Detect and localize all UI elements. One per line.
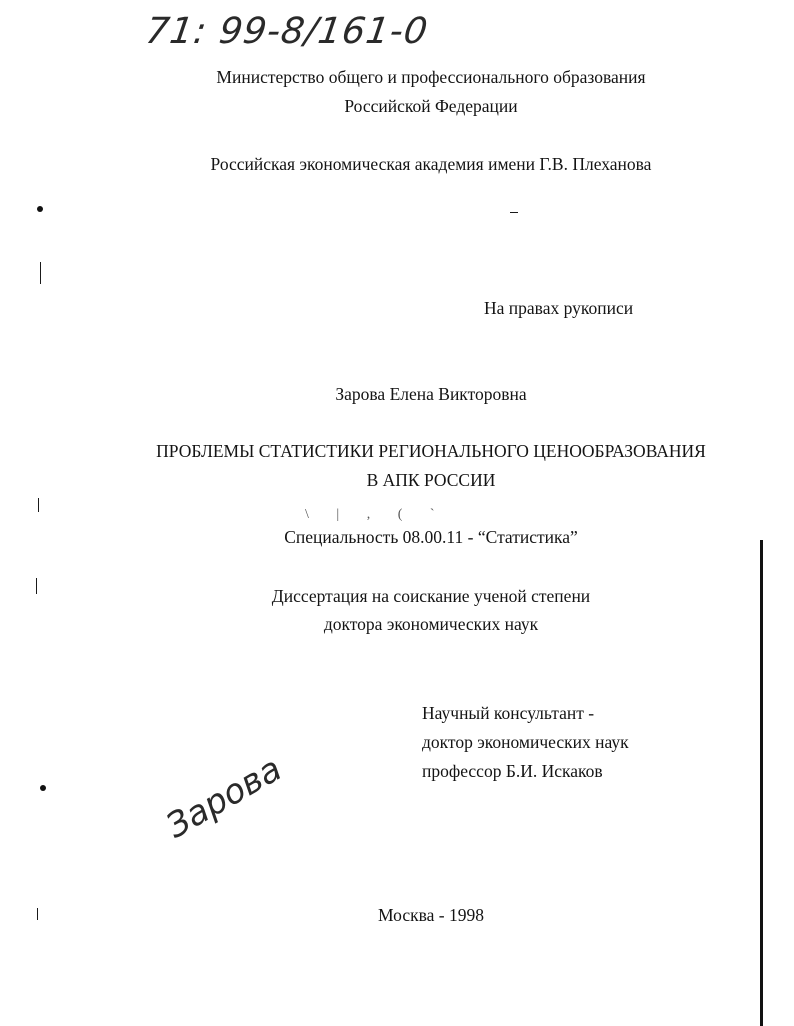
consultant-line-3: профессор Б.И. Искаков: [422, 761, 603, 781]
ministry-line-1: Министерство общего и профессионального образования: [216, 67, 646, 87]
specialty: Специальность 08.00.11 - “Статистика”: [284, 527, 578, 547]
scan-dot-mark: [37, 206, 43, 212]
dissertation-title-line-2: В АПК РОССИИ: [366, 470, 496, 490]
consultant-line-1: Научный консультант -: [422, 703, 595, 723]
scan-edge-mark: [36, 578, 37, 594]
dissertation-title-line-1: ПРОБЛЕМЫ СТАТИСТИКИ РЕГИОНАЛЬНОГО ЦЕНООБРАЗОВАНИЯ: [156, 441, 706, 461]
archive-number-handwritten: 71: 99-8/161-0: [143, 11, 431, 52]
scan-right-edge-line: [760, 540, 763, 1026]
author-name: Зарова Елена Викторовна: [335, 384, 527, 404]
ministry-line-2: Российской Федерации: [344, 96, 518, 116]
consultant-line-2: доктор экономических наук: [422, 732, 629, 752]
scan-dash-mark: [510, 212, 518, 213]
scan-edge-mark: [37, 908, 38, 920]
scan-edge-mark: [38, 498, 39, 512]
handwritten-signature: Зарова: [159, 749, 289, 847]
scan-edge-mark: [40, 262, 41, 284]
scan-dot-mark: [40, 785, 46, 791]
manuscript-rights: На правах рукописи: [484, 298, 634, 318]
academy-name: Российская экономическая академия имени Г.В. Плеханова: [210, 154, 652, 174]
degree-line-2: доктора экономических наук: [323, 614, 539, 634]
city-year: Москва - 1998: [378, 905, 484, 925]
degree-line-1: Диссертация на соискание ученой степени: [271, 586, 591, 606]
scan-specks: \ | , ( `: [305, 507, 447, 522]
